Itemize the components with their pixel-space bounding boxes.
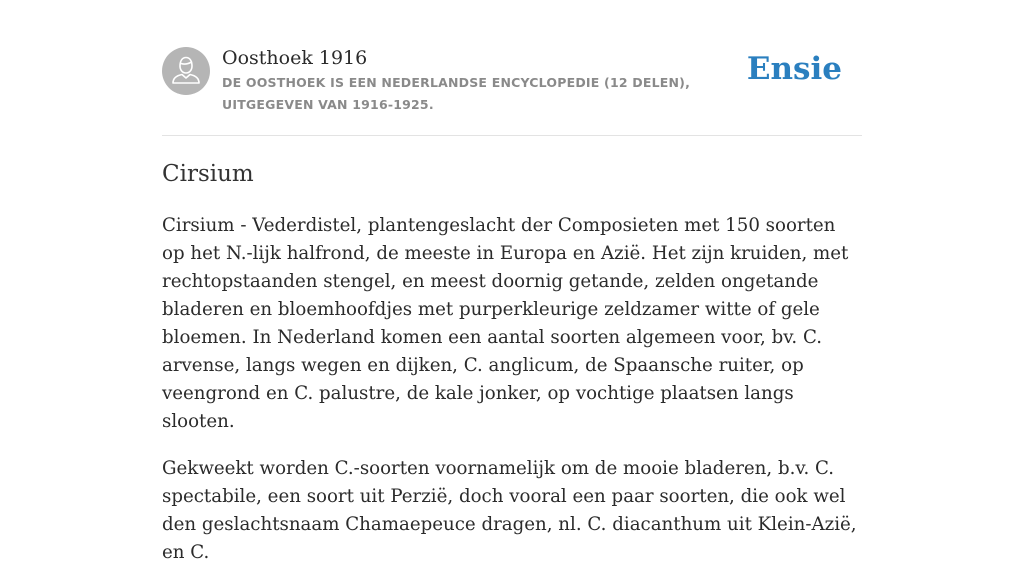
source-description: DE OOSTHOEK IS EEN NEDERLANDSE ENCYCLOPEDIE (12 DELEN), UITGEGEVEN VAN 1916-1925. <box>222 75 691 112</box>
source-title[interactable]: Oosthoek 1916 <box>222 47 368 69</box>
article-paragraph: Cirsium - Vederdistel, plantengeslacht der Composieten met 150 soorten op het N.-lijk halfrond, de meeste in Europa en Azië. Het zijn kruiden, met rechtopstaanden stengel, en meest doornig getande, zelden ongetande bladeren en bloemhoofdjes met purperkleurige zeldzamer witte of gele bloemen. In Nederland komen een aantal soorten algemeen voor, bv. C. arvense, langs wegen en dijken, C. anglicum, de Spaansche ruiter, op veengrond en C. palustre, de kale jonker, op vochtige plaatsen langs slooten. <box>162 215 849 432</box>
header-divider <box>162 135 862 136</box>
ensie-logo[interactable]: Ensie <box>746 51 842 87</box>
article-paragraph: Gekweekt worden C.-soorten voornamelijk om de mooie bladeren, b.v. C. spectabile, een soort uit Perzië, doch vooral een paar soorten, die ook wel den geslachtsnaam Chamaepeuce dragen, nl. C. diacanthum uit Klein-Azië, en C. <box>162 458 857 563</box>
article-title: Cirsium <box>162 161 254 187</box>
article-body <box>162 212 862 586</box>
source-header <box>162 46 862 136</box>
source-avatar[interactable] <box>162 47 210 95</box>
user-icon <box>162 47 210 95</box>
